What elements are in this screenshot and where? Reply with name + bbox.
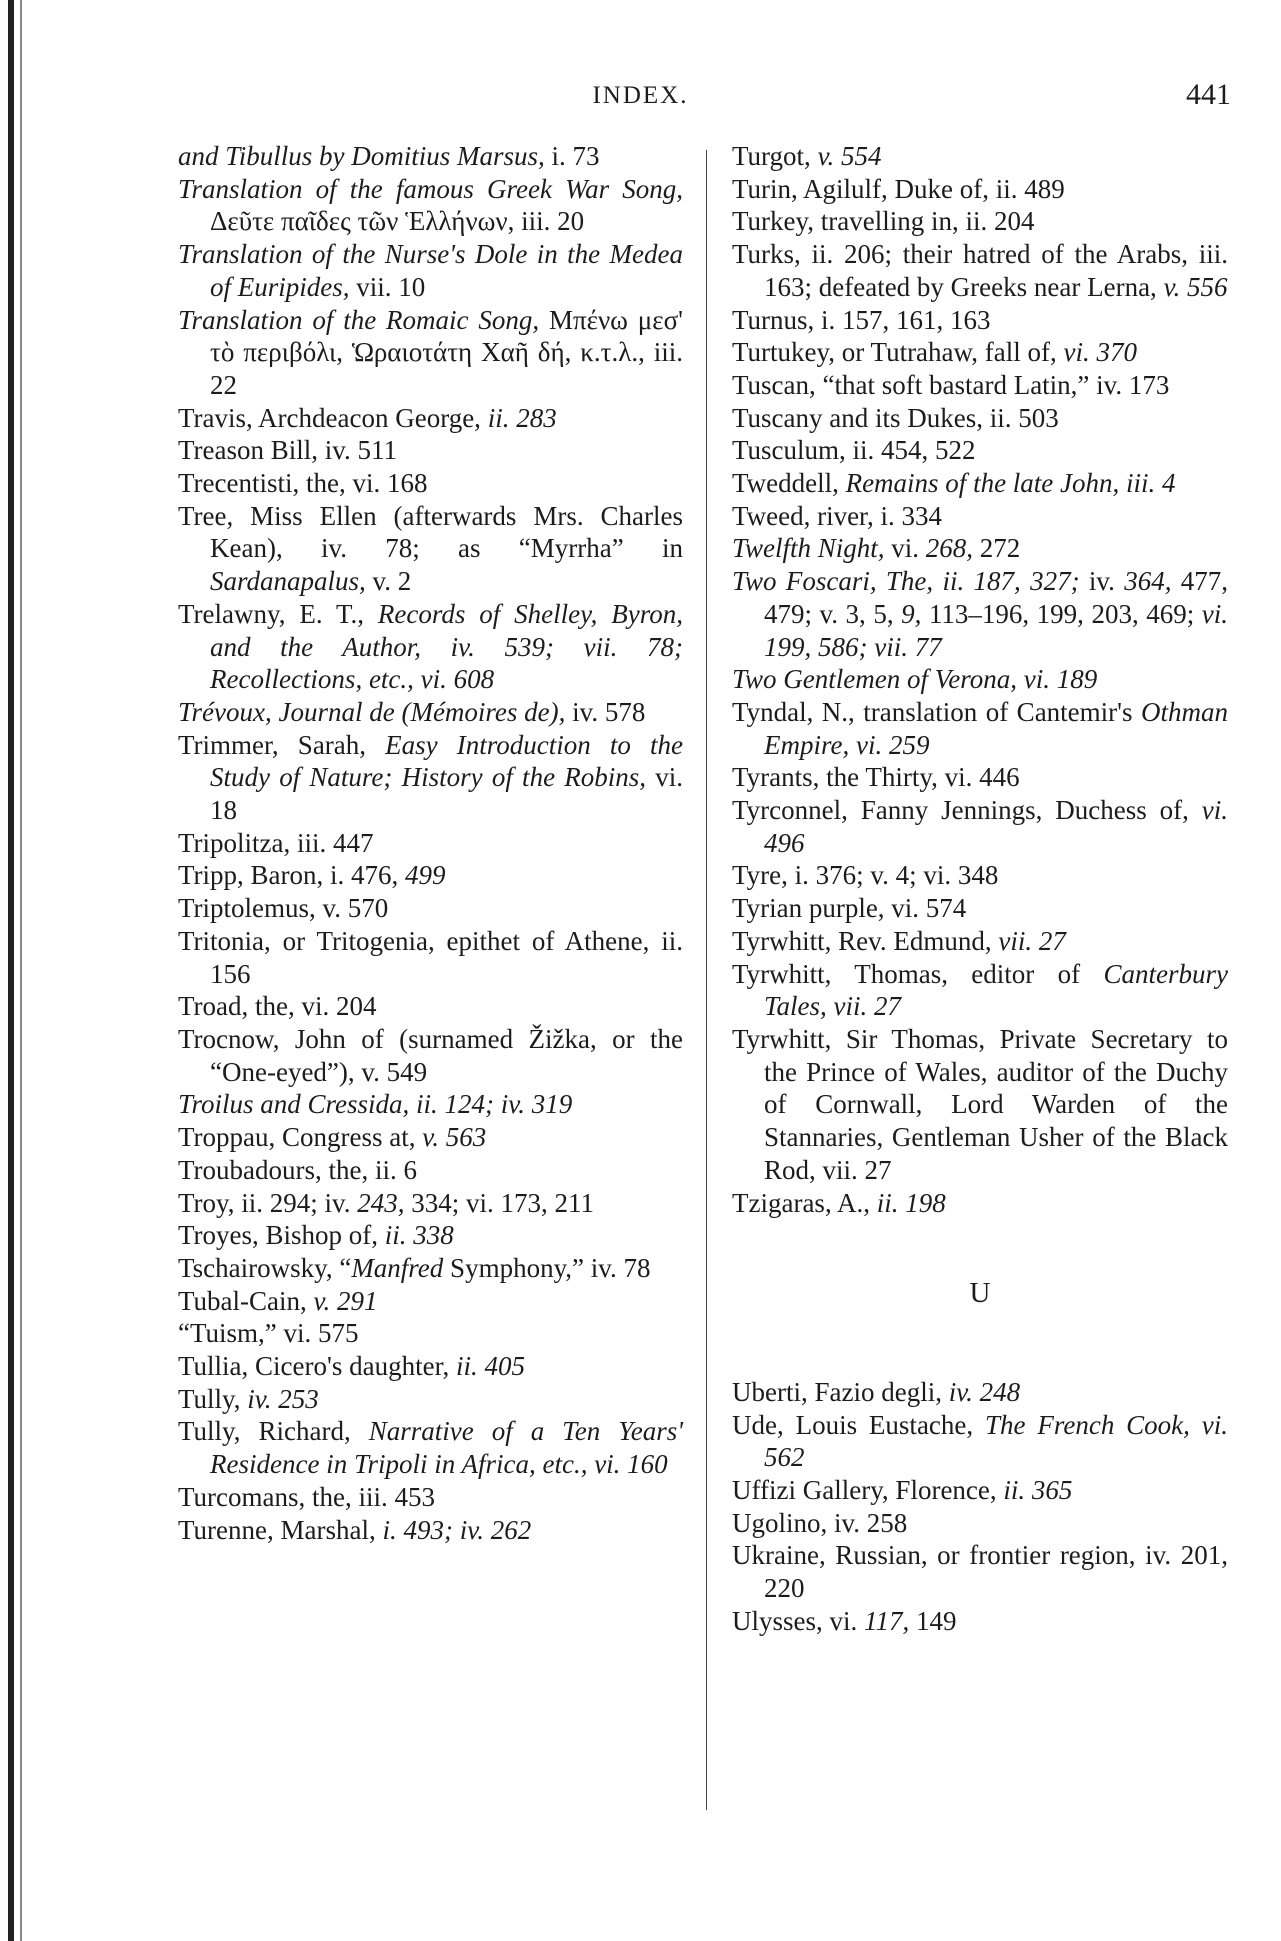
index-entry <box>732 663 1228 696</box>
entry-italic-text: 117, <box>864 1605 910 1636</box>
entry-italic-text: v. 556 <box>1163 271 1228 302</box>
index-entry <box>732 467 1228 500</box>
index-entry <box>178 238 683 303</box>
entry-text: v. 2 <box>365 566 412 597</box>
entry-text: vi. <box>884 533 926 564</box>
entry-italic-text: Narrative of a Ten Years' Residence in Tripoli in Africa, etc., vi. 160 <box>210 1416 683 1480</box>
index-entry <box>178 859 683 892</box>
entry-text: Tubal-Cain, <box>178 1285 314 1316</box>
entry-text: Trecentisti, the, vi. 168 <box>178 468 428 499</box>
entry-italic-text: ii. 365 <box>1003 1475 1073 1506</box>
entry-text: 272 <box>973 533 1021 564</box>
index-entry <box>178 598 683 696</box>
entry-text: Ugolino, iv. 258 <box>732 1507 908 1538</box>
entry-italic-text: 499 <box>405 860 446 891</box>
entry-text: Trocnow, John of (surnamed Žižka, or the “One-eyed”), v. 549 <box>178 1023 683 1087</box>
entry-text: Symphony,” iv. 78 <box>443 1252 651 1283</box>
entry-text: Troad, the, vi. 204 <box>178 991 377 1022</box>
index-entry <box>178 1121 683 1154</box>
entry-italic-text: v. 554 <box>817 141 882 171</box>
entry-text: Tweddell, <box>732 468 846 499</box>
entry-text: iv. 578 <box>565 696 646 727</box>
index-entry <box>732 434 1228 467</box>
entry-text: Tully, <box>178 1383 248 1414</box>
index-entry <box>178 892 683 925</box>
index-entry <box>178 1514 683 1547</box>
running-head <box>0 78 1281 118</box>
index-entry <box>732 1507 1228 1540</box>
index-entry <box>178 402 683 435</box>
entry-italic-text: v. 563 <box>422 1122 487 1153</box>
entry-italic-text: Sardanapalus, <box>210 566 366 597</box>
entry-italic-text: Records of Shelley, Byron, and the Author, iv. 539; vii. 78; Recollections, etc., vi. 608 <box>210 598 684 695</box>
entry-text: Ulysses, vi. <box>732 1605 865 1636</box>
index-entry <box>732 402 1228 435</box>
entry-text: Trimmer, Sarah, <box>178 729 386 760</box>
entry-text: Δεῦτε παῖδες τῶν Ἑλλήνων, iii. 20 <box>210 206 585 237</box>
index-entry <box>178 1219 683 1252</box>
entry-italic-text: 9, <box>901 598 922 629</box>
entry-italic-text: 243, <box>357 1187 405 1218</box>
entry-text: Troubadours, the, ii. 6 <box>178 1154 418 1185</box>
entry-text: Tyrconnel, Fanny Jennings, Duchess of, <box>732 795 1202 826</box>
entry-text: i. 73 <box>544 141 600 171</box>
entry-text: 149 <box>909 1605 957 1636</box>
entry-text: Turin, Agilulf, Duke of, ii. 489 <box>732 173 1065 204</box>
entry-italic-text: The French Cook, vi. 562 <box>764 1409 1228 1473</box>
entry-italic-text: Two Gentlemen of Verona, vi. 189 <box>732 664 1098 695</box>
index-entry <box>732 369 1228 402</box>
index-entry <box>732 696 1228 761</box>
index-entry <box>732 500 1228 533</box>
index-entry <box>732 859 1228 892</box>
entry-text: iv. <box>1079 566 1125 597</box>
index-entry <box>732 1605 1228 1638</box>
entry-italic-text: Manfred <box>351 1252 444 1283</box>
index-entry <box>178 990 683 1023</box>
column-divider <box>706 150 707 1810</box>
entry-text: Tyre, i. 376; v. 4; vi. 348 <box>732 860 999 891</box>
entry-text: Tschairowsky, “ <box>178 1252 352 1283</box>
entry-italic-text: vi. 199, 586; vii. 77 <box>764 598 1228 662</box>
entry-text: Tyrwhitt, Thomas, editor of <box>732 958 1104 989</box>
index-entry <box>732 1539 1228 1604</box>
entry-text: Tyrwhitt, Sir Thomas, Private Secretary to the Prince of Wales, auditor of the Duchy of Cornwall, Lord Warden of the Stannaries, Gentleman Usher of the Black Rod, vii. 27 <box>732 1023 1228 1185</box>
index-entry <box>178 1383 683 1416</box>
index-entry <box>178 500 683 598</box>
entry-text: Tripp, Baron, i. 476, <box>178 860 406 891</box>
entry-italic-text: Trévoux, Journal de (Mémoires de), <box>178 696 566 727</box>
index-entry <box>178 1317 683 1350</box>
entry-italic-text: vii. 27 <box>998 925 1066 956</box>
entry-text: vii. 10 <box>349 271 426 302</box>
index-entry <box>178 1154 683 1187</box>
entry-text: Tyndal, N., translation of Cantemir's <box>732 696 1141 727</box>
entry-text: 113–196, 199, 203, 469; <box>921 598 1202 629</box>
entry-italic-text: Two Foscari, The, ii. 187, 327; <box>732 566 1080 597</box>
entry-text: Tuscan, “that soft bastard Latin,” iv. 173 <box>732 369 1170 400</box>
index-column-right <box>732 140 1228 1638</box>
entry-italic-text: ii. 283 <box>487 402 557 433</box>
index-entry <box>178 1481 683 1514</box>
index-entry <box>178 1088 683 1121</box>
entry-text: 477, 479; v. 3, 5, <box>764 566 1228 629</box>
index-entry <box>178 1415 683 1480</box>
entry-text: vi. 18 <box>210 762 683 826</box>
entry-text: Uffizi Gallery, Florence, <box>732 1475 1004 1506</box>
index-entry <box>732 958 1228 1023</box>
entry-text: Tully, Richard, <box>178 1416 369 1447</box>
entry-text: Turcomans, the, iii. 453 <box>178 1481 436 1512</box>
index-column-left <box>178 140 683 1546</box>
index-entry <box>732 304 1228 337</box>
index-entry <box>178 1023 683 1088</box>
page-number: 441 <box>1186 78 1231 111</box>
entry-text: Tyrian purple, vi. 574 <box>732 893 967 924</box>
entry-italic-text: 364, <box>1124 566 1172 597</box>
entry-italic-text: and Tibullus by Domitius Marsus, <box>178 141 545 171</box>
index-entry <box>178 1350 683 1383</box>
index-entry <box>732 532 1228 565</box>
index-entry <box>732 140 1228 173</box>
entry-italic-text: ii. 338 <box>384 1220 454 1251</box>
entry-text: Tree, Miss Ellen (afterwards Mrs. Charles Kean), iv. 78; as “Myrrha” in <box>178 500 683 564</box>
entry-text: Trelawny, E. T., <box>178 598 378 629</box>
entry-text: Turenne, Marshal, <box>178 1514 383 1545</box>
index-entry <box>178 925 683 990</box>
entry-text: Turtukey, or Tutrahaw, fall of, <box>732 337 1064 368</box>
entry-italic-text: Troilus and Cressida, ii. 124; iv. 319 <box>178 1089 573 1120</box>
entry-text: Tzigaras, A., <box>732 1187 877 1218</box>
index-entry <box>178 1285 683 1318</box>
entry-text: Treason Bill, iv. 511 <box>178 435 398 466</box>
index-entry <box>732 794 1228 859</box>
index-entry <box>732 892 1228 925</box>
entry-italic-text: vi. 370 <box>1063 337 1137 368</box>
entry-text: Turks, ii. 206; their hatred of the Arabs, iii. 163; defeated by Greeks near Lerna, <box>732 239 1228 302</box>
index-entry <box>732 565 1228 663</box>
entry-text: Tweed, river, i. 334 <box>732 500 942 531</box>
entry-italic-text: Translation of the famous Greek War Song, <box>178 173 683 204</box>
index-entry <box>732 925 1228 958</box>
index-entry <box>178 304 683 402</box>
entry-italic-text: ii. 405 <box>456 1351 526 1382</box>
entry-text: Tullia, Cicero's daughter, <box>178 1351 457 1382</box>
book-spine-edge <box>20 0 22 1941</box>
index-entry <box>732 1409 1228 1474</box>
index-entry <box>732 1474 1228 1507</box>
book-spine-shadow <box>8 0 14 1941</box>
index-entry <box>732 1023 1228 1187</box>
entry-text: Tuscany and its Dukes, ii. 503 <box>732 402 1059 433</box>
entry-text: Μπένω μεσ' τὸ περιβόλι, Ὡραιοτάτη Χαῆ δή, κ.τ.λ., iii. 22 <box>210 304 683 400</box>
entry-text: Ude, Louis Eustache, <box>732 1409 985 1440</box>
index-entry <box>178 1187 683 1220</box>
entry-text: Tripolitza, iii. 447 <box>178 827 374 858</box>
index-entry <box>178 696 683 729</box>
section-letter-heading: U <box>969 1277 991 1310</box>
entry-text: Tyrwhitt, Rev. Edmund, <box>732 925 999 956</box>
index-entry <box>732 761 1228 794</box>
entry-italic-text: Othman Empire, vi. 259 <box>764 696 1228 760</box>
index-entries-u <box>732 1376 1228 1638</box>
index-entry <box>732 238 1228 303</box>
entry-italic-text: Translation of the Nurse's Dole in the Medea of Euripides, <box>178 239 683 302</box>
index-entry <box>732 336 1228 369</box>
index-entry <box>178 173 683 238</box>
index-entry <box>732 1376 1228 1409</box>
entry-italic-text: ii. 198 <box>876 1187 946 1218</box>
entry-italic-text: Translation of the Romaic Song, <box>178 304 540 335</box>
entry-italic-text: Easy Introduction to the Study of Nature; History of the Robins, <box>210 729 683 793</box>
entry-text: “Tuism,” vi. 575 <box>178 1318 359 1349</box>
entry-italic-text: Twelfth Night, <box>732 533 885 564</box>
entry-text: Tusculum, ii. 454, 522 <box>732 435 976 466</box>
index-entry <box>178 729 683 827</box>
entry-text: Travis, Archdeacon George, <box>178 402 488 433</box>
entry-italic-text: Remains of the late John, iii. 4 <box>845 468 1176 499</box>
entry-text: Turgot, <box>732 141 818 171</box>
entry-italic-text: vi. 496 <box>764 795 1228 858</box>
page-title: INDEX. <box>592 82 689 109</box>
entry-text: Tyrants, the Thirty, vi. 446 <box>732 762 1020 793</box>
entry-text: Troyes, Bishop of, <box>178 1220 385 1251</box>
entry-text: 334; vi. 173, 211 <box>404 1187 595 1218</box>
entry-italic-text: iv. 248 <box>948 1376 1021 1407</box>
index-entry <box>732 1187 1228 1220</box>
entry-italic-text: Canterbury Tales, vii. 27 <box>764 958 1228 1022</box>
entry-italic-text: iv. 253 <box>247 1383 319 1414</box>
entry-italic-text: i. 493; iv. 262 <box>382 1514 532 1545</box>
index-entry <box>178 140 683 173</box>
index-entries-t <box>732 140 1228 1219</box>
entry-text: Troppau, Congress at, <box>178 1122 423 1153</box>
entry-italic-text: 268, <box>925 533 974 564</box>
index-entry <box>178 1252 683 1285</box>
entry-text: Troy, ii. 294; iv. <box>178 1187 358 1218</box>
index-entry <box>732 173 1228 206</box>
entry-text: Ukraine, Russian, or frontier region, iv. 201, 220 <box>732 1540 1228 1604</box>
entry-text: Turnus, i. 157, 161, 163 <box>732 304 991 335</box>
index-entry <box>732 205 1228 238</box>
entry-text: Turkey, travelling in, ii. 204 <box>732 206 1035 237</box>
index-entry <box>178 827 683 860</box>
entry-italic-text: v. 291 <box>313 1285 378 1316</box>
entry-text: Tritonia, or Tritogenia, epithet of Athene, ii. 156 <box>178 925 683 989</box>
entry-text: Triptolemus, v. 570 <box>178 893 389 924</box>
index-entry <box>178 467 683 500</box>
index-entry <box>178 434 683 467</box>
entry-text: Uberti, Fazio degli, <box>732 1376 949 1407</box>
